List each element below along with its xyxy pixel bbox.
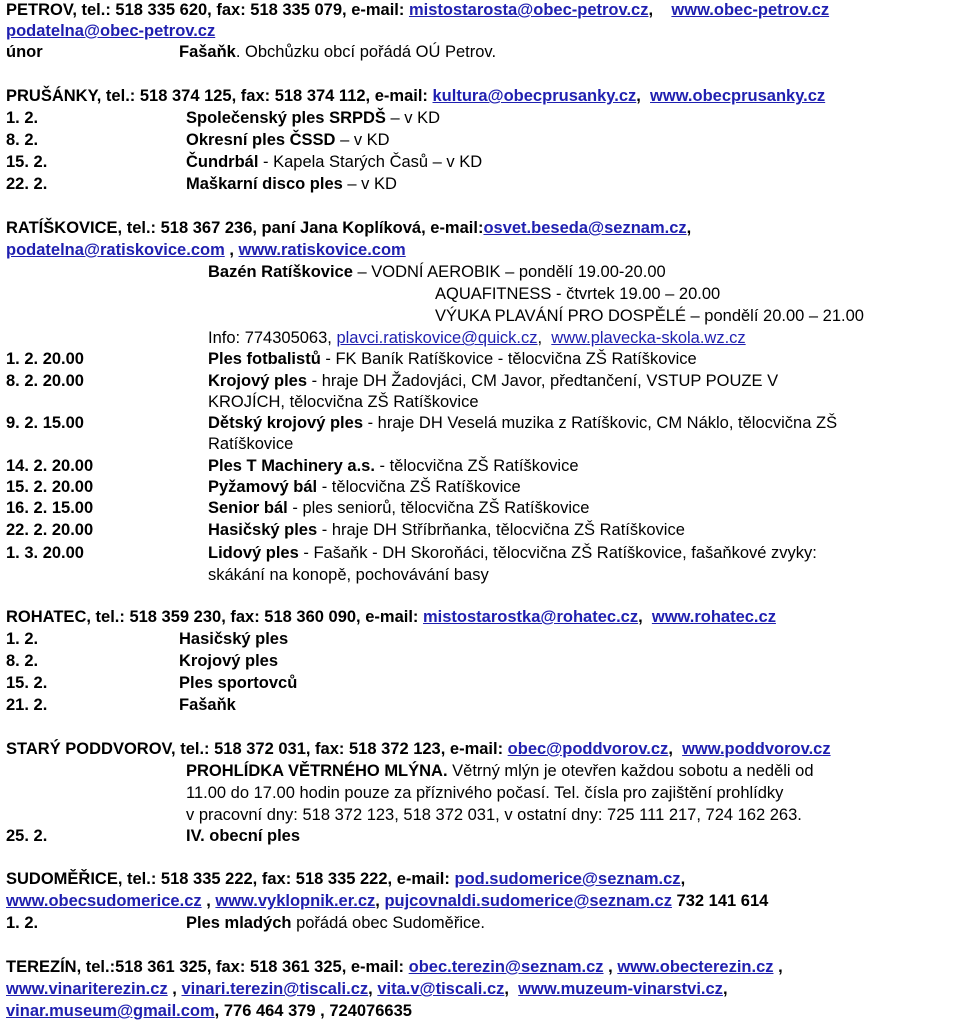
pool-aerobic: – VODNÍ AEROBIK – pondělí 19.00-20.00 <box>352 263 666 281</box>
event-name: Hasičský ples <box>208 521 318 539</box>
event-date: 1. 3. 20.00 <box>6 544 84 562</box>
event-date: 16. 2. 15.00 <box>6 499 94 517</box>
event-date: 21. 2. <box>6 696 48 714</box>
mill-info <box>186 761 814 781</box>
event-date: 15. 2. 20.00 <box>6 478 94 496</box>
event-desc: . Obchůzku obcí pořádá OÚ Petrov. <box>235 43 497 61</box>
event-desc: - FK Baník Ratíškovice - tělocvična ZŠ Ratíškovice <box>320 350 697 368</box>
event-desc: - tělocvična ZŠ Ratíškovice <box>317 478 521 496</box>
event-desc: - hraje DH Veselá muzika z Ratíškovic, CM Náklo, tělocvična ZŠ <box>363 414 838 432</box>
rohatec-contact: ROHATEC, tel.: 518 359 230, fax: 518 360 090, e-mail: <box>6 608 423 626</box>
mill-title: PROHLÍDKA VĚTRNÉHO MLÝNA. <box>186 762 448 780</box>
event-date: 1. 2. <box>6 914 39 932</box>
mill-hours: 11.00 do 17.00 hodin pouze za příznivého počasí. Tel. čísla pro zajištění prohlídky <box>186 784 784 802</box>
event-name: Fašaňk <box>179 43 236 61</box>
event-name: Čundrbál <box>186 153 259 171</box>
prusanky-web-link[interactable]: www.obecprusanky.cz <box>650 87 826 105</box>
mill-text: Větrný mlýn je otevřen každou sobotu a neděli od <box>447 762 814 780</box>
sudomerice-email-link[interactable]: pod.sudomerice@seznam.cz <box>454 870 681 888</box>
poddvorov-web-link[interactable]: www.poddvorov.cz <box>682 740 831 758</box>
event-desc: - Kapela Starých Časů – v KD <box>258 153 483 171</box>
event-desc: – v KD <box>335 131 390 149</box>
event-text <box>208 520 685 540</box>
prusanky-contact: PRUŠÁNKY, tel.: 518 374 125, fax: 518 374 112, e-mail: <box>6 87 433 105</box>
terezin-email2-link[interactable]: vinari.terezin@tiscali.cz <box>181 980 369 998</box>
terezin-header: TEREZÍN, tel.:518 361 325, fax: 518 361 325, e-mail: obec.terezin@seznam.cz , www.obecterezin.cz , <box>6 958 783 976</box>
sudomerice-phone: 732 141 614 <box>671 892 769 910</box>
event-name: Senior bál <box>208 499 288 517</box>
event-date: 1. 2. 20.00 <box>6 350 84 368</box>
event-date: únor <box>6 43 43 61</box>
sudomerice-header-line2: www.obecsudomerice.cz , www.vyklopnik.er.cz, pujcovnaldi.sudomerice@seznam.cz 732 141 614 <box>6 892 769 910</box>
event-name: Ples fotbalistů <box>208 350 321 368</box>
event-desc-cont: skákání na konopě, pochovávání basy <box>208 566 489 584</box>
event-name: Lidový ples <box>208 544 299 562</box>
event-date: 8. 2. <box>6 131 39 149</box>
event-date: 22. 2. 20.00 <box>6 521 94 539</box>
terezin-email-link[interactable]: obec.terezin@seznam.cz <box>408 958 604 976</box>
event-text <box>208 371 778 391</box>
petrov-header-line2 <box>6 21 215 41</box>
event-text <box>186 152 482 172</box>
petrov-event-text <box>179 42 496 62</box>
event-text <box>208 477 521 497</box>
event-text <box>208 543 817 563</box>
event-name: Ples sportovců <box>179 674 298 692</box>
event-text <box>208 413 837 433</box>
event-text <box>208 456 579 476</box>
ratiskovice-header: RATÍŠKOVICE, tel.: 518 367 236, paní Jana Koplíková, e-mail:osvet.beseda@seznam.cz, <box>6 219 692 237</box>
terezin-header-line3 <box>6 1001 412 1021</box>
rohatec-email-link[interactable]: mistostarostka@rohatec.cz <box>423 608 639 626</box>
event-name: Pyžamový bál <box>208 478 318 496</box>
terezin-header-line2: www.vinariterezin.cz , vinari.terezin@tiscali.cz, vita.v@tiscali.cz, www.muzeum-vinarstvi.cz, <box>6 980 728 998</box>
terezin-phones: , 776 464 379 , 724076635 <box>214 1002 412 1020</box>
mill-phones: v pracovní dny: 518 372 123, 518 372 031, v ostatní dny: 725 111 217, 724 162 263. <box>186 806 802 824</box>
event-desc: – v KD <box>342 175 397 193</box>
terezin-web-link[interactable]: www.obecterezin.cz <box>617 958 774 976</box>
pool-info: Info: 774305063, plavci.ratiskovice@quick.cz, www.plavecka-skola.wz.cz <box>208 329 746 347</box>
event-date: 25. 2. <box>6 827 48 845</box>
pool-swimming: VÝUKA PLAVÁNÍ PRO DOSPĚLÉ – pondělí 20.00 – 21.00 <box>435 307 864 325</box>
event-name: Společenský ples SRPDŠ <box>186 109 386 127</box>
stary-poddvorov-header: STARÝ PODDVOROV, tel.: 518 372 031, fax: 518 372 123, e-mail: obec@poddvorov.cz, www.poddvorov.cz <box>6 740 831 758</box>
petrov-event <box>6 42 43 62</box>
prusanky-email-link[interactable]: kultura@obecprusanky.cz <box>432 87 637 105</box>
ratiskovice-email2-link[interactable]: podatelna@ratiskovice.com <box>6 241 225 259</box>
event-desc: - hraje DH Žadovjáci, CM Javor, předtančení, VSTUP POUZE V <box>307 372 779 390</box>
event-text <box>186 174 397 194</box>
event-text <box>208 349 697 369</box>
prusanky-header: PRUŠÁNKY, tel.: 518 374 125, fax: 518 374 112, e-mail: kultura@obecprusanky.cz, www.obecprusanky.cz <box>6 87 826 105</box>
event-date: 14. 2. 20.00 <box>6 457 94 475</box>
ratiskovice-web-link[interactable]: www.ratiskovice.com <box>238 241 406 259</box>
event-desc: - tělocvična ZŠ Ratíškovice <box>374 457 579 475</box>
event-date: 1. 2. <box>6 630 39 648</box>
event-name: Krojový ples <box>208 372 308 390</box>
event-name: Fašaňk <box>179 696 236 714</box>
event-name: Dětský krojový ples <box>208 414 363 432</box>
event-date: 15. 2. <box>6 153 48 171</box>
pool-info-phone: Info: 774305063, <box>208 329 337 347</box>
terezin-email4-link[interactable]: vinar.museum@gmail.com <box>6 1002 215 1020</box>
event-desc: - ples seniorů, tělocvična ZŠ Ratíškovice <box>287 499 590 517</box>
terezin-contact: TEREZÍN, tel.:518 361 325, fax: 518 361 325, e-mail: <box>6 958 409 976</box>
pool-title: Bazén Ratíškovice <box>208 263 353 281</box>
petrov-contact: PETROV, tel.: 518 335 620, fax: 518 335 079, e-mail: <box>6 1 409 19</box>
rohatec-header: ROHATEC, tel.: 518 359 230, fax: 518 360 090, e-mail: mistostarostka@rohatec.cz, www.rohatec.cz <box>6 608 776 626</box>
event-name: Okresní ples ČSSD <box>186 131 336 149</box>
petrov-email-link[interactable]: mistostarosta@obec-petrov.cz <box>408 1 649 19</box>
event-name: IV. obecní ples <box>186 827 301 845</box>
sudomerice-web1-link[interactable]: www.obecsudomerice.cz <box>6 892 202 910</box>
event-desc: - Fašaňk - DH Skoroňáci, tělocvična ZŠ Ratíškovice, fašaňkové zvyky: <box>298 544 817 562</box>
event-desc-cont: KROJÍCH, tělocvična ZŠ Ratíškovice <box>208 393 479 411</box>
petrov-header: PETROV, tel.: 518 335 620, fax: 518 335 079, e-mail: mistostarosta@obec-petrov.cz, www.obec-petrov.cz <box>6 1 830 19</box>
event-text <box>208 498 590 518</box>
sudomerice-web2-link[interactable]: www.vyklopnik.er.cz <box>215 892 376 910</box>
terezin-email3-link[interactable]: vita.v@tiscali.cz <box>377 980 505 998</box>
terezin-web3-link[interactable]: www.muzeum-vinarstvi.cz <box>518 980 723 998</box>
ratiskovice-header-line2: podatelna@ratiskovice.com , www.ratiskovice.com <box>6 241 406 259</box>
sudomerice-header: SUDOMĚŘICE, tel.: 518 335 222, fax: 518 335 222, e-mail: pod.sudomerice@seznam.cz, <box>6 870 686 888</box>
pool-email-link[interactable]: plavci.ratiskovice@quick.cz <box>336 329 538 347</box>
petrov-email2-link[interactable]: podatelna@obec-petrov.cz <box>6 22 216 40</box>
event-name: Hasičský ples <box>179 630 289 648</box>
ratiskovice-email-link[interactable]: osvet.beseda@seznam.cz <box>483 219 687 237</box>
event-name: Krojový ples <box>179 652 279 670</box>
rohatec-web-link[interactable]: www.rohatec.cz <box>651 608 776 626</box>
pool-web-link[interactable]: www.plavecka-skola.wz.cz <box>551 329 746 347</box>
poddvorov-email-link[interactable]: obec@poddvorov.cz <box>507 740 669 758</box>
pool-aquafitness: AQUAFITNESS - čtvrtek 19.00 – 20.00 <box>435 285 721 303</box>
event-date: 15. 2. <box>6 674 48 692</box>
event-desc: - hraje DH Stříbrňanka, tělocvična ZŠ Ratíškovice <box>317 521 685 539</box>
event-date: 22. 2. <box>6 175 48 193</box>
ratiskovice-contact: RATÍŠKOVICE, tel.: 518 367 236, paní Jana Koplíková, e-mail: <box>6 219 484 237</box>
sudomerice-contact: SUDOMĚŘICE, tel.: 518 335 222, fax: 518 335 222, e-mail: <box>6 870 455 888</box>
event-date: 8. 2. 20.00 <box>6 372 84 390</box>
event-desc-cont: Ratíškovice <box>208 435 294 453</box>
event-name: Maškarní disco ples <box>186 175 343 193</box>
petrov-web-link[interactable]: www.obec-petrov.cz <box>671 1 830 19</box>
event-date: 1. 2. <box>6 109 39 127</box>
event-text <box>186 108 440 128</box>
poddvorov-contact: STARÝ PODDVOROV, tel.: 518 372 031, fax: 518 372 123, e-mail: <box>6 740 508 758</box>
event-desc: – v KD <box>385 109 441 127</box>
event-name: Ples T Machinery a.s. <box>208 457 375 475</box>
event-name: Ples mladých <box>186 914 292 932</box>
event-date: 8. 2. <box>6 652 39 670</box>
event-date: 9. 2. 15.00 <box>6 414 84 432</box>
terezin-web2-link[interactable]: www.vinariterezin.cz <box>6 980 168 998</box>
pool-line1 <box>208 262 666 282</box>
event-desc: pořádá obec Sudoměřice. <box>291 914 486 932</box>
event-text <box>186 130 390 150</box>
sudomerice-email2-link[interactable]: pujcovnaldi.sudomerice@seznam.cz <box>384 892 672 910</box>
event-text <box>186 913 485 933</box>
